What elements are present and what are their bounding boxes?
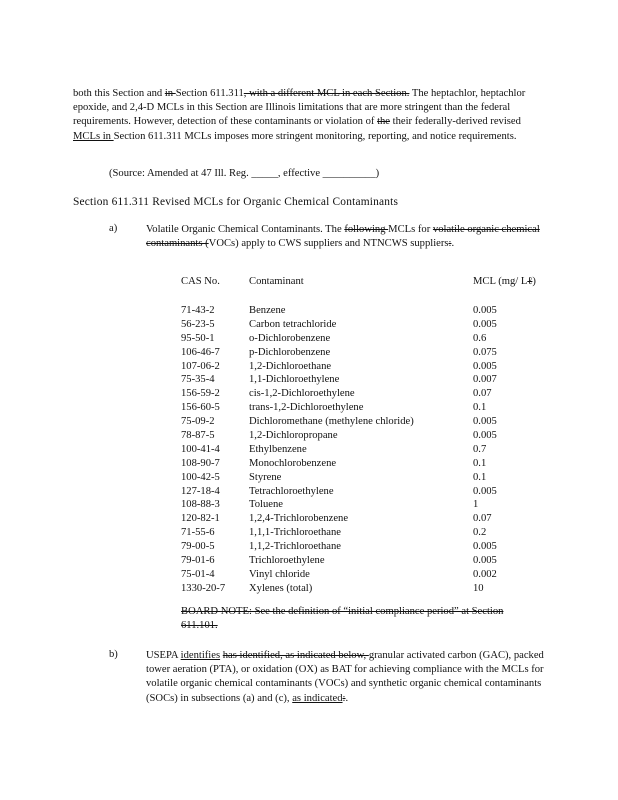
cas-cell: 75-01-4 <box>181 568 215 580</box>
table-row <box>181 304 551 318</box>
contaminant-cell: Trichloroethylene <box>249 555 325 567</box>
deleted-text: : <box>342 692 346 704</box>
mcl-cell: 0.7 <box>473 443 487 455</box>
item-b-label: b) <box>109 649 118 660</box>
header-cas: CAS No. <box>181 276 220 287</box>
mcl-cell: 10 <box>473 582 484 594</box>
mcl-cell: 0.005 <box>473 485 497 497</box>
deleted-text: volatile organic chemical contaminants ( <box>146 224 540 250</box>
contaminant-cell: Xylenes (total) <box>249 582 313 594</box>
intro-paragraph <box>73 87 543 144</box>
inserted-text: as indicated <box>292 692 343 704</box>
contaminant-cell: 1,1,2-Trichloroethane <box>249 541 341 553</box>
table-row <box>181 485 551 499</box>
table-row <box>181 346 551 360</box>
deleted-text: in <box>164 88 176 99</box>
cas-cell: 95-50-1 <box>181 332 215 344</box>
contaminant-cell: Dichloromethane (methylene chloride) <box>249 416 414 428</box>
mcl-cell: 0.002 <box>473 568 497 580</box>
mcl-cell: 0.005 <box>473 416 497 428</box>
deleted-text: : <box>448 238 452 250</box>
cas-cell: 156-59-2 <box>181 388 220 400</box>
intro-text: both this Section and <box>73 88 165 99</box>
item-b-text <box>146 649 546 706</box>
mcl-cell: 0.07 <box>473 513 492 525</box>
deleted-text: following <box>344 224 389 235</box>
cas-cell: 127-18-4 <box>181 485 220 497</box>
table-row <box>181 387 551 401</box>
cas-cell: 100-42-5 <box>181 471 220 483</box>
inserted-text: identifies <box>180 650 221 661</box>
table-row <box>181 401 551 415</box>
section-heading: Section 611.311 Revised MCLs for Organic Chemical Contaminants <box>73 196 399 208</box>
cas-cell: 56-23-5 <box>181 318 215 330</box>
cas-cell: 100-41-4 <box>181 443 220 455</box>
contaminant-cell: 1,2-Dichloroethane <box>249 360 332 372</box>
mcl-cell: 0.075 <box>473 346 497 358</box>
contaminant-cell: cis-1,2-Dichloroethylene <box>249 388 355 400</box>
item-text: . <box>451 238 455 250</box>
cas-cell: 106-46-7 <box>181 346 220 358</box>
contaminant-cell: Ethylbenzene <box>249 443 307 455</box>
mcl-cell: 0.1 <box>473 457 487 469</box>
item-text: . <box>345 692 349 704</box>
item-text: granular activated carbon (GAC), packed tower aeration (PTA), or oxidation (OX) as BAT for achieving compliance with the MCLs for volatile organic chemical contaminants (VOCs) and synthetic organic chemical contaminants (SOCs) in subsections (a) and (c), <box>146 650 544 704</box>
cas-cell: 1330-20-7 <box>181 582 226 594</box>
header-contaminant: Contaminant <box>249 276 304 287</box>
contaminant-cell: trans-1,2-Dichloroethylene <box>249 402 364 414</box>
mcl-table <box>181 276 551 596</box>
header-mcl <box>473 276 536 287</box>
mcl-cell: 0.1 <box>473 471 487 483</box>
inserted-text: MCLs in <box>73 130 114 142</box>
contaminant-cell: Styrene <box>249 471 282 483</box>
table-row <box>181 457 551 471</box>
table-row <box>181 429 551 443</box>
cas-cell: 79-01-6 <box>181 555 215 567</box>
table-row <box>181 360 551 374</box>
table-body <box>181 304 551 596</box>
contaminant-cell: 1,1,1-Trichloroethane <box>249 527 341 539</box>
table-row <box>181 498 551 512</box>
board-note <box>181 605 541 633</box>
table-row <box>181 318 551 332</box>
cas-cell: 107-06-2 <box>181 360 220 372</box>
table-row <box>181 540 551 554</box>
table-row <box>181 582 551 596</box>
mcl-cell: 0.005 <box>473 318 497 330</box>
mcl-cell: 0.1 <box>473 402 487 414</box>
table-row <box>181 471 551 485</box>
table-row <box>181 512 551 526</box>
contaminant-cell: Toluene <box>249 499 283 511</box>
cas-cell: 71-55-6 <box>181 527 215 539</box>
table-header <box>181 276 551 304</box>
mcl-cell: 0.07 <box>473 388 492 400</box>
cas-cell: 71-43-2 <box>181 305 215 316</box>
source-line: (Source: Amended at 47 Ill. Reg. _____, effective __________) <box>109 168 380 179</box>
deleted-text: , with a different MCL in each Section. <box>243 88 410 99</box>
mcl-cell: 0.005 <box>473 360 497 372</box>
contaminant-cell: Monochlorobenzene <box>249 457 337 469</box>
contaminant-cell: 1,2-Dichloropropane <box>249 430 338 442</box>
table-row <box>181 568 551 582</box>
cas-cell: 108-90-7 <box>181 457 220 469</box>
cas-cell: 75-35-4 <box>181 374 215 386</box>
mcl-cell: 0.005 <box>473 305 497 316</box>
table-row <box>181 373 551 387</box>
cas-cell: 78-87-5 <box>181 430 215 442</box>
contaminant-cell: 1,1-Dichloroethylene <box>249 374 340 386</box>
cas-cell: 156-60-5 <box>181 402 220 414</box>
contaminant-cell: Carbon tetrachloride <box>249 318 337 330</box>
contaminant-cell: p-Dichlorobenzene <box>249 346 331 358</box>
cas-cell: 120-82-1 <box>181 513 220 525</box>
deleted-text: BOARD NOTE: See the definition of “initial compliance period” at Section 611.101. <box>181 606 504 632</box>
mcl-cell: 0.005 <box>473 430 497 442</box>
cas-cell: 75-09-2 <box>181 416 215 428</box>
intro-text: The heptachlor, heptachlor epoxide, and 2,4-D MCLs in this Section are Illinois limitations that are more stringent than the federal requirements. However, detection of these contaminants or violation of <box>73 88 526 128</box>
contaminant-cell: 1,2,4-Trichlorobenzene <box>249 513 349 525</box>
mcl-cell: 0.6 <box>473 332 487 344</box>
item-text: Volatile Organic Chemical Contaminants. The <box>146 224 345 235</box>
item-text: MCLs for <box>388 224 433 235</box>
mcl-cell: 0.2 <box>473 527 487 539</box>
table-row <box>181 443 551 457</box>
mcl-cell: 0.005 <box>473 541 497 553</box>
table-row <box>181 415 551 429</box>
mcl-cell: 0.007 <box>473 374 497 386</box>
contaminant-cell: Benzene <box>249 305 286 316</box>
item-a-text <box>146 223 546 251</box>
table-row <box>181 526 551 540</box>
item-text: VOCs) apply to CWS suppliers and NTNCWS suppliers <box>208 238 449 250</box>
contaminant-cell: o-Dichlorobenzene <box>249 332 331 344</box>
mcl-cell: 1 <box>473 499 479 511</box>
intro-text: Section 611.311 MCLs imposes more stringent monitoring, reporting, and notice requirements. <box>113 130 517 142</box>
item-a-label: a) <box>109 223 118 234</box>
deleted-text: the <box>377 116 391 128</box>
cas-cell: 79-00-5 <box>181 541 215 553</box>
deleted-text: has identified, as indicated below, <box>222 650 369 661</box>
contaminant-cell: Tetrachloroethylene <box>249 485 334 497</box>
intro-text: Section 611.311 <box>175 88 244 99</box>
item-text: USEPA <box>146 650 181 661</box>
table-row <box>181 332 551 346</box>
cas-cell: 108-88-3 <box>181 499 220 511</box>
intro-text: their federally-derived revised <box>390 116 521 128</box>
header-mcl-text: ) <box>532 276 536 287</box>
mcl-cell: 0.005 <box>473 555 497 567</box>
header-mcl-text: MCL (mg/ L <box>473 276 528 287</box>
table-row <box>181 554 551 568</box>
contaminant-cell: Vinyl chloride <box>249 568 310 580</box>
deleted-text: ℓ <box>527 276 533 287</box>
